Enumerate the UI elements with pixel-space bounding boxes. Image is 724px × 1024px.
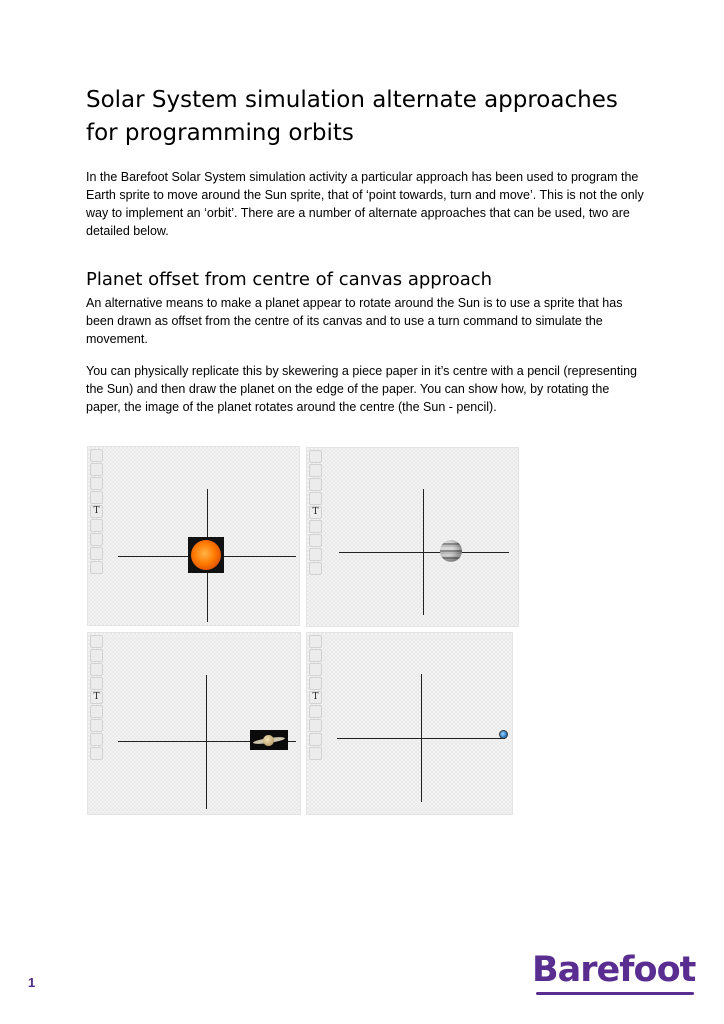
canvas-x-axis [339,552,509,553]
saturn-body [263,735,274,746]
brush-icon [309,635,322,648]
eraser-icon [90,719,103,732]
ellipse-icon [309,492,322,505]
stamp-icon [309,747,322,760]
brush-icon [90,449,103,462]
text-icon: T [90,691,103,704]
stamp-icon [309,562,322,575]
paint-editor-earth [306,632,513,815]
rectangle-icon [90,477,103,490]
earth-sprite [499,730,508,739]
stamp-icon [90,561,103,574]
text-icon: T [90,505,103,518]
intro-paragraph: In the Barefoot Solar System simulation activity a particular approach has been used to program the Earth sprite to move around the Sun sprite, that of ‘point towards, turn and move’. This is not the only way to implement an ‘orbit’. There are a number of alternate approaches that can be used, two are detailed below. [86,170,644,238]
eraser-icon [309,719,322,732]
paint-editor-saturn [87,632,301,815]
rectangle-icon [309,663,322,676]
text-icon: T [309,691,322,704]
page-number: 1 [28,975,36,990]
select-icon [309,733,322,746]
logo-underline [536,992,694,995]
rectangle-icon [309,478,322,491]
fill-icon [309,520,322,533]
line-icon [90,649,103,662]
barefoot-logo: Barefoot [532,950,696,990]
paint-toolbar [309,450,323,576]
line-icon [90,463,103,476]
eraser-icon [90,533,103,546]
canvas-x-axis [337,738,505,739]
paint-editor-sun [87,446,300,626]
select-icon [309,548,322,561]
line-icon [309,464,322,477]
brush-icon [309,450,322,463]
jupiter-sprite [440,540,462,562]
saturn-sprite [250,730,288,750]
select-icon [90,733,103,746]
ellipse-icon [90,677,103,690]
brush-icon [90,635,103,648]
fill-icon [309,705,322,718]
line-icon [309,649,322,662]
sun-sprite [188,537,224,573]
text-icon: T [309,506,322,519]
paint-toolbar [90,449,104,575]
rectangle-icon [90,663,103,676]
fill-icon [90,705,103,718]
paint-editor-jupiter [306,447,519,627]
section-heading: Planet offset from centre of canvas approach [86,269,493,290]
fill-icon [90,519,103,532]
page-title: Solar System simulation alternate approaches for programming orbits [86,87,618,146]
paint-toolbar [309,635,323,761]
select-icon [90,547,103,560]
ellipse-icon [90,491,103,504]
eraser-icon [309,534,322,547]
stamp-icon [90,747,103,760]
paint-toolbar [90,635,104,761]
ellipse-icon [309,677,322,690]
section-paragraph-2: You can physically replicate this by skewering a piece paper in it’s centre with a pencil (representing the Sun) and then draw the planet on the edge of the paper. You can show how, by rotating the paper, the image of the planet rotates around the centre (the Sun - pencil). [86,364,637,414]
section-paragraph-1: An alternative means to make a planet appear to rotate around the Sun is to use a sprite that has been drawn as offset from the centre of its canvas and to use a turn command to simulate the movement. [86,296,623,346]
canvas-y-axis [206,675,207,809]
